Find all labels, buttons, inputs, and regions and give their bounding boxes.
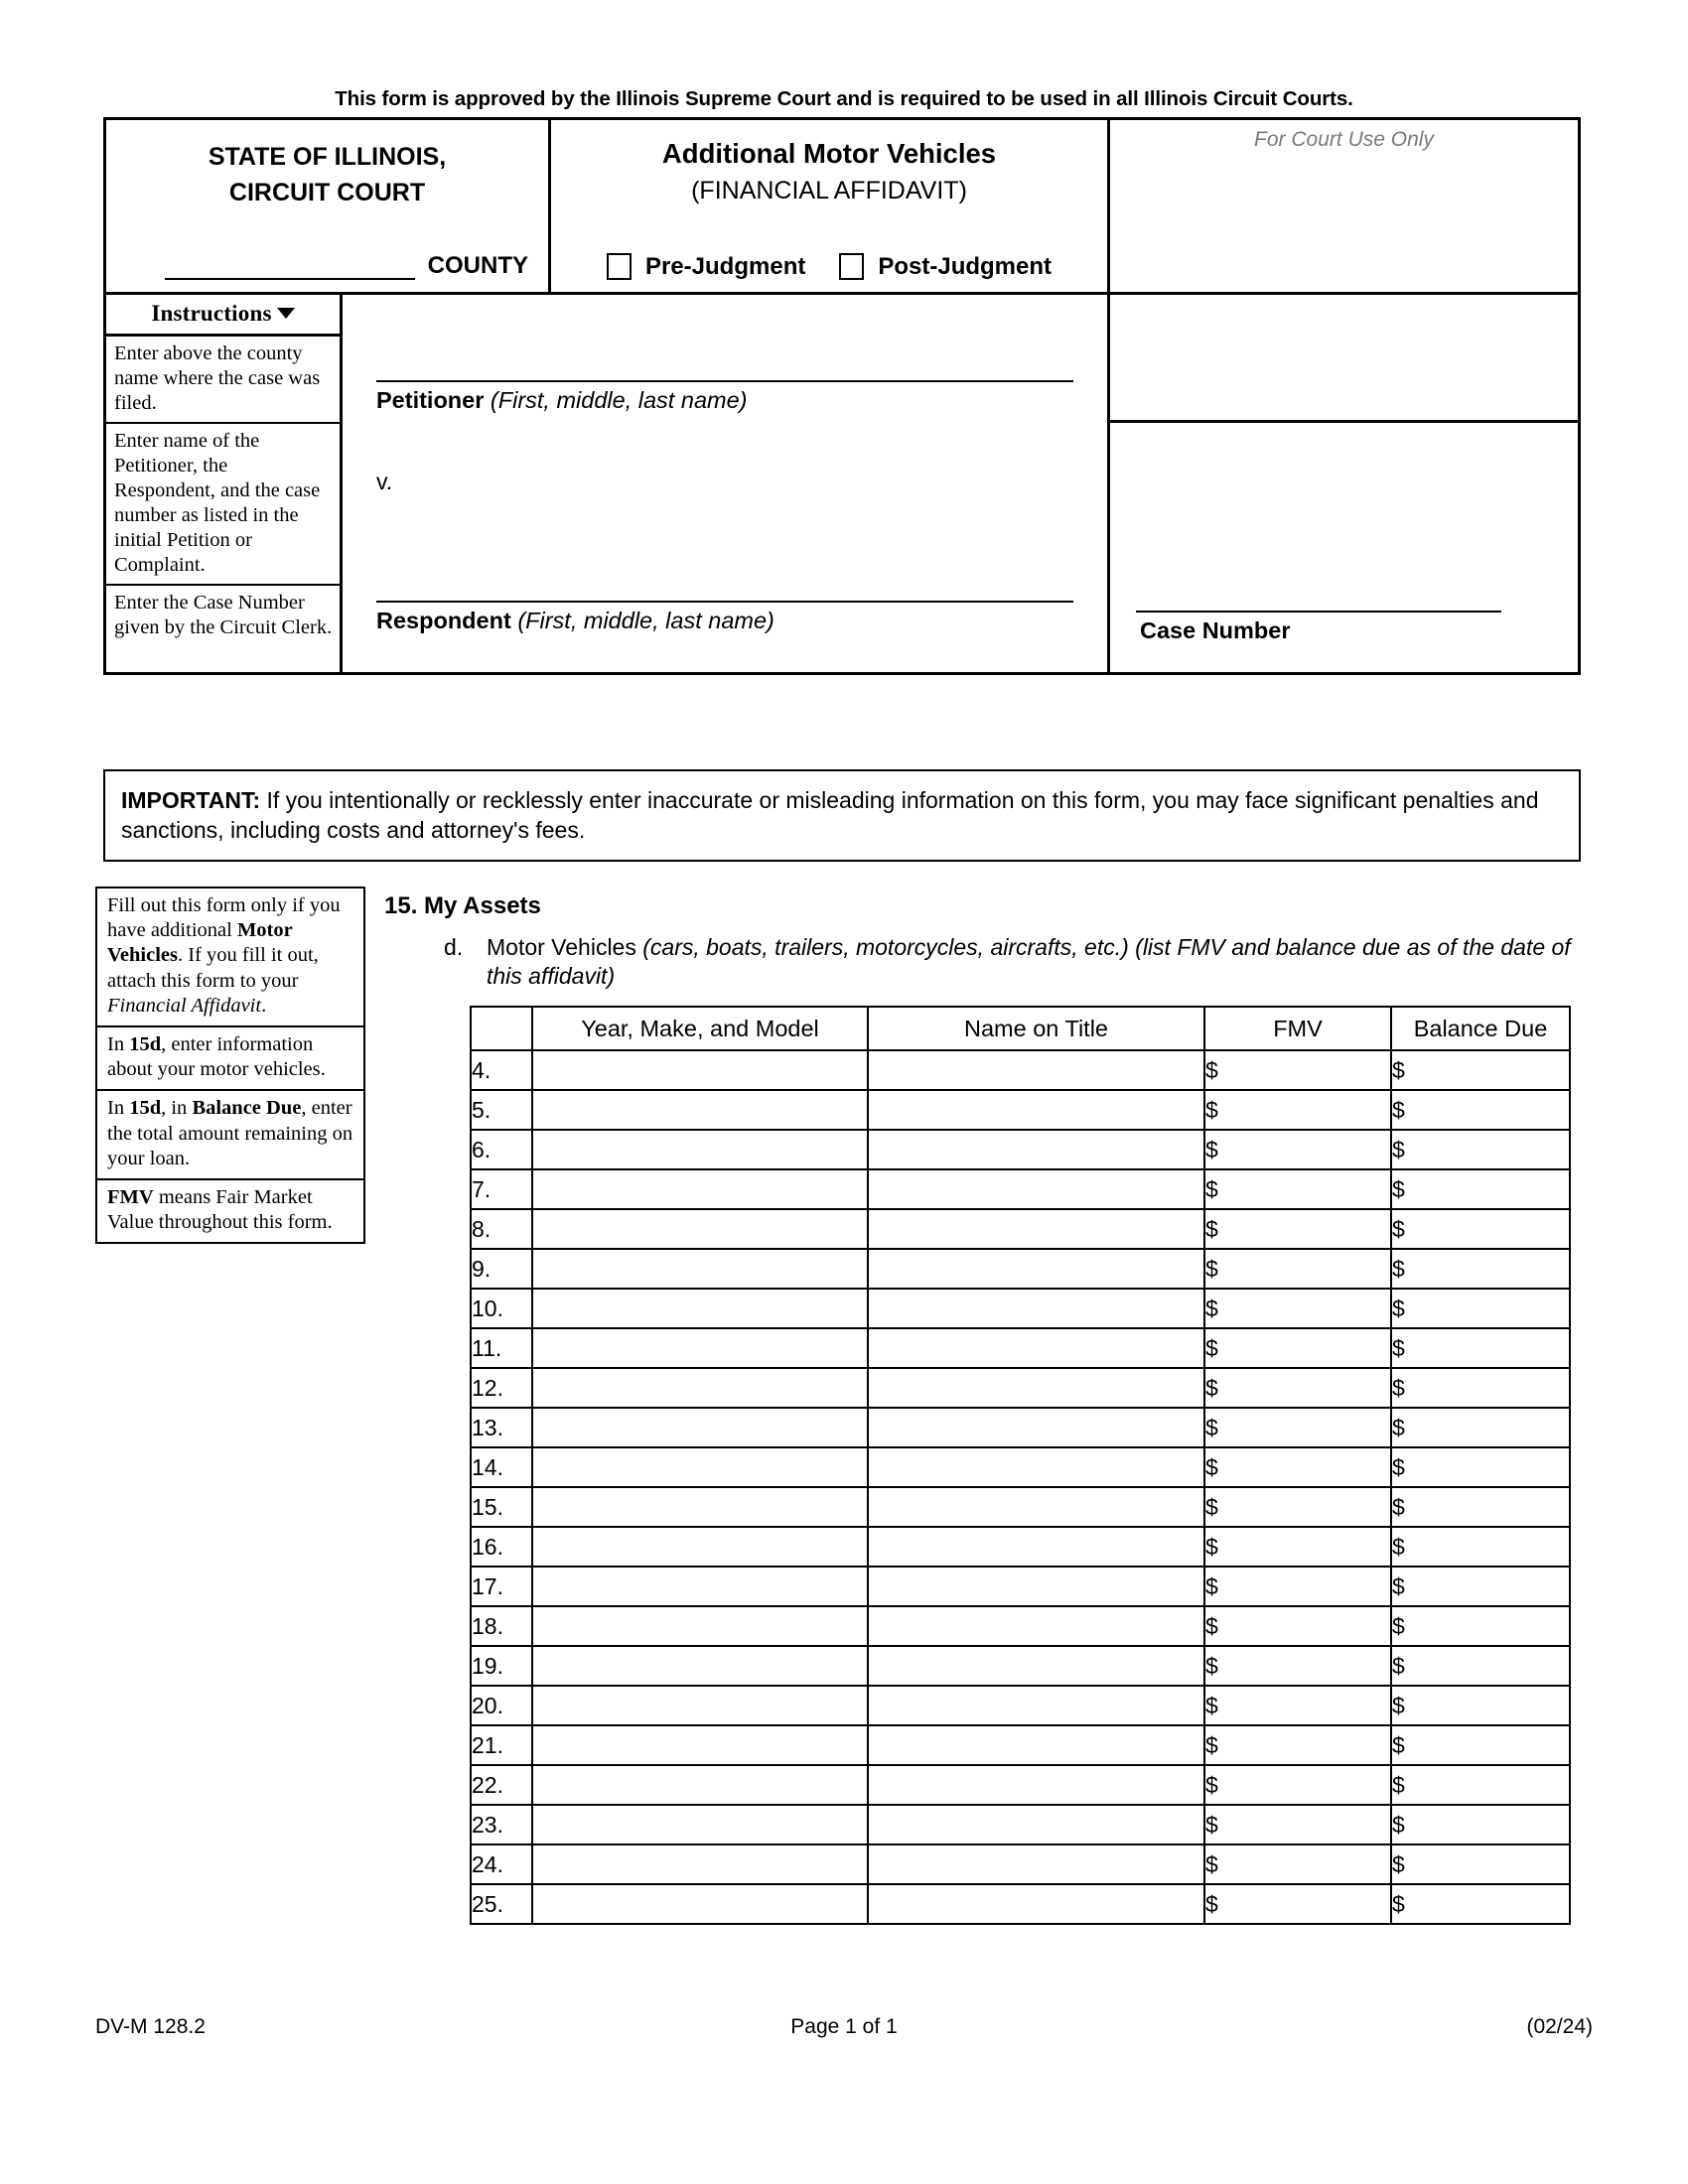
cell-name-on-title[interactable]: [868, 1646, 1204, 1686]
instruction-item-0: Enter above the county name where the case was filed.: [106, 337, 340, 424]
cell-name-on-title[interactable]: [868, 1884, 1204, 1924]
petitioner-label: Petitioner: [376, 387, 485, 413]
table-row: [471, 1130, 1570, 1169]
table-row: [471, 1249, 1570, 1289]
cell-name-on-title[interactable]: [868, 1686, 1204, 1725]
county-row: [106, 254, 548, 280]
respondent-label-group: [376, 607, 774, 634]
table-header-row: [471, 1007, 1570, 1050]
cell-name-on-title[interactable]: [868, 1408, 1204, 1447]
cell-name-on-title[interactable]: [868, 1249, 1204, 1289]
important-text: If you intentionally or recklessly enter inaccurate or misleading information on this form, you may face significant penalties and sanctions, including costs and attorney's fees.: [121, 787, 1539, 844]
row-number: 21.: [471, 1725, 532, 1765]
cell-name-on-title[interactable]: [868, 1169, 1204, 1209]
cell-fmv[interactable]: $: [1204, 1050, 1391, 1090]
cell-fmv[interactable]: $: [1204, 1567, 1391, 1606]
cell-balance-due[interactable]: $: [1391, 1130, 1570, 1169]
cell-fmv[interactable]: $: [1204, 1527, 1391, 1567]
cell-name-on-title[interactable]: [868, 1765, 1204, 1805]
cell-year-make-model[interactable]: [532, 1209, 868, 1249]
tip-item-0: Fill out this form only if you have additional Motor Vehicles. If you fill it out, attach this form to your Financial Affidavit.: [97, 888, 363, 1027]
cell-balance-due[interactable]: $: [1391, 1447, 1570, 1487]
cell-year-make-model[interactable]: [532, 1368, 868, 1408]
row-number: 4.: [471, 1050, 532, 1090]
assets-item-hint2: (list FMV and balance due as of the date of this affidavit): [487, 934, 1571, 990]
cell-name-on-title[interactable]: [868, 1209, 1204, 1249]
instructions-title: Instructions: [151, 301, 272, 326]
pre-judgment-checkbox[interactable]: [607, 253, 632, 280]
circuit-court-label: CIRCUIT COURT: [228, 178, 426, 206]
row-number: 10.: [471, 1289, 532, 1328]
assets-section-number: 15.: [384, 892, 418, 919]
cell-year-make-model[interactable]: [532, 1328, 868, 1368]
cell-balance-due[interactable]: $: [1391, 1805, 1570, 1844]
cell-year-make-model[interactable]: [532, 1686, 868, 1725]
cell-balance-due[interactable]: $: [1391, 1289, 1570, 1328]
row-number: 9.: [471, 1249, 532, 1289]
cell-fmv[interactable]: $: [1204, 1090, 1391, 1130]
cell-year-make-model[interactable]: [532, 1090, 868, 1130]
important-prefix: IMPORTANT:: [121, 787, 261, 813]
table-row: [471, 1328, 1570, 1368]
important-notice-box: [103, 769, 1581, 862]
pre-judgment-label: Pre-Judgment: [644, 252, 806, 280]
judgment-checkbox-row: [551, 253, 1107, 280]
county-input[interactable]: [165, 254, 415, 280]
cell-balance-due[interactable]: $: [1391, 1844, 1570, 1884]
table-row: [471, 1567, 1570, 1606]
row-number: 17.: [471, 1567, 532, 1606]
table-row: [471, 1765, 1570, 1805]
cell-fmv[interactable]: $: [1204, 1725, 1391, 1765]
table-row: [471, 1606, 1570, 1646]
footer-page-info: Page 1 of 1: [790, 2015, 898, 2038]
cell-name-on-title[interactable]: [868, 1050, 1204, 1090]
table-row: [471, 1050, 1570, 1090]
versus-label: v.: [376, 469, 393, 494]
petitioner-input[interactable]: [376, 380, 1073, 382]
table-row: [471, 1646, 1570, 1686]
post-judgment-group[interactable]: [839, 253, 1052, 280]
approval-notice: This form is approved by the Illinois Supreme Court and is required to be used in all Illinois Circuit Courts.: [335, 87, 1353, 110]
case-number-column: [1110, 295, 1578, 672]
state-court-cell: [106, 120, 551, 292]
cell-balance-due[interactable]: $: [1391, 1408, 1570, 1447]
cell-balance-due[interactable]: $: [1391, 1646, 1570, 1686]
tip-item-3: FMV means Fair Market Value throughout this form.: [107, 1186, 333, 1234]
cell-balance-due[interactable]: $: [1391, 1527, 1570, 1567]
assets-item-letter: d.: [444, 934, 464, 960]
respondent-input[interactable]: [376, 601, 1073, 603]
cell-fmv[interactable]: $: [1204, 1844, 1391, 1884]
page-footer: [95, 2015, 1593, 2039]
instructions-column: [106, 295, 343, 672]
assets-section-heading: [384, 892, 541, 920]
cell-fmv[interactable]: $: [1204, 1606, 1391, 1646]
table-row: [471, 1408, 1570, 1447]
cell-fmv[interactable]: $: [1204, 1884, 1391, 1924]
county-label: COUNTY: [427, 252, 528, 279]
tips-column: [95, 887, 365, 1244]
table-row: [471, 1686, 1570, 1725]
row-number: 6.: [471, 1130, 532, 1169]
table-row: [471, 1169, 1570, 1209]
case-number-input[interactable]: [1136, 611, 1501, 613]
row-number: 7.: [471, 1169, 532, 1209]
cell-fmv[interactable]: $: [1204, 1289, 1391, 1328]
table-row: [471, 1447, 1570, 1487]
cell-name-on-title[interactable]: [868, 1805, 1204, 1844]
table-row: [471, 1844, 1570, 1884]
column-header-number: [471, 1007, 532, 1050]
cell-year-make-model[interactable]: [532, 1447, 868, 1487]
cell-year-make-model[interactable]: [532, 1725, 868, 1765]
cell-year-make-model[interactable]: [532, 1567, 868, 1606]
row-number: 20.: [471, 1686, 532, 1725]
court-use-cell: [1110, 120, 1578, 292]
cell-fmv[interactable]: $: [1204, 1408, 1391, 1447]
assets-item-hint1: (cars, boats, trailers, motorcycles, aircrafts, etc.): [642, 934, 1129, 960]
cell-year-make-model[interactable]: [532, 1289, 868, 1328]
state-label: STATE OF ILLINOIS,: [208, 143, 447, 171]
row-number: 12.: [471, 1368, 532, 1408]
cell-year-make-model[interactable]: [532, 1646, 868, 1686]
cell-year-make-model[interactable]: [532, 1527, 868, 1567]
row-number: 22.: [471, 1765, 532, 1805]
column-header-year-make-model: Year, Make, and Model: [532, 1007, 868, 1050]
cell-year-make-model[interactable]: [532, 1130, 868, 1169]
cell-name-on-title[interactable]: [868, 1487, 1204, 1527]
footer-form-code: DV-M 128.2: [95, 2015, 206, 2038]
cell-year-make-model[interactable]: [532, 1765, 868, 1805]
cell-balance-due[interactable]: $: [1391, 1606, 1570, 1646]
row-number: 23.: [471, 1805, 532, 1844]
cell-balance-due[interactable]: $: [1391, 1090, 1570, 1130]
page-title: Additional Motor Vehicles: [661, 138, 997, 169]
petitioner-hint: (First, middle, last name): [490, 387, 748, 413]
row-number: 8.: [471, 1209, 532, 1249]
motor-vehicles-table-body: [471, 1050, 1570, 1924]
table-row: [471, 1487, 1570, 1527]
row-number: 19.: [471, 1646, 532, 1686]
cell-name-on-title[interactable]: [868, 1289, 1204, 1328]
cell-year-make-model[interactable]: [532, 1884, 868, 1924]
form-title-cell: [551, 120, 1110, 292]
cell-fmv[interactable]: $: [1204, 1209, 1391, 1249]
respondent-label: Respondent: [376, 608, 511, 633]
cell-fmv[interactable]: $: [1204, 1130, 1391, 1169]
petitioner-label-group: [376, 386, 747, 414]
instruction-item-1: Enter name of the Petitioner, the Respondent, and the case number as listed in the initial Petition or Complaint.: [106, 424, 340, 586]
cell-balance-due[interactable]: $: [1391, 1725, 1570, 1765]
motor-vehicles-table: [470, 1006, 1571, 1925]
cell-fmv[interactable]: $: [1204, 1765, 1391, 1805]
cell-fmv[interactable]: $: [1204, 1169, 1391, 1209]
cell-name-on-title[interactable]: [868, 1567, 1204, 1606]
cell-fmv[interactable]: $: [1204, 1447, 1391, 1487]
cell-fmv[interactable]: $: [1204, 1805, 1391, 1844]
court-use-only-label: For Court Use Only: [1254, 128, 1434, 151]
row-number: 16.: [471, 1527, 532, 1567]
assets-item-description: [444, 933, 1586, 992]
cell-name-on-title[interactable]: [868, 1606, 1204, 1646]
assets-item-label: Motor Vehicles: [487, 934, 643, 960]
cell-name-on-title[interactable]: [868, 1368, 1204, 1408]
assets-section-title: My Assets: [424, 892, 541, 919]
row-number: 24.: [471, 1844, 532, 1884]
column-header-name-on-title: Name on Title: [868, 1007, 1204, 1050]
column-header-fmv: FMV: [1204, 1007, 1391, 1050]
cell-balance-due[interactable]: $: [1391, 1765, 1570, 1805]
chevron-down-icon: [277, 308, 295, 319]
row-number: 25.: [471, 1884, 532, 1924]
caption-header-block: [103, 117, 1581, 675]
post-judgment-checkbox[interactable]: [839, 253, 864, 280]
cell-name-on-title[interactable]: [868, 1090, 1204, 1130]
cell-fmv[interactable]: $: [1204, 1368, 1391, 1408]
case-column-divider: [1110, 420, 1578, 423]
cell-year-make-model[interactable]: [532, 1249, 868, 1289]
table-row: [471, 1725, 1570, 1765]
cell-balance-due[interactable]: $: [1391, 1567, 1570, 1606]
column-header-balance-due: Balance Due: [1391, 1007, 1570, 1050]
table-row: [471, 1209, 1570, 1249]
post-judgment-label: Post-Judgment: [878, 252, 1053, 280]
instruction-item-2: Enter the Case Number given by the Circuit Clerk.: [114, 592, 333, 638]
table-row: [471, 1368, 1570, 1408]
cell-name-on-title[interactable]: [868, 1527, 1204, 1567]
cell-balance-due[interactable]: $: [1391, 1249, 1570, 1289]
cell-fmv[interactable]: $: [1204, 1686, 1391, 1725]
parties-column: [343, 295, 1110, 672]
cell-year-make-model[interactable]: [532, 1844, 868, 1884]
cell-balance-due[interactable]: $: [1391, 1328, 1570, 1368]
row-number: 18.: [471, 1606, 532, 1646]
footer-revision-date: (02/24): [1526, 2015, 1593, 2038]
cell-balance-due[interactable]: $: [1391, 1487, 1570, 1527]
cell-name-on-title[interactable]: [868, 1328, 1204, 1368]
header-bottom-row: [106, 295, 1578, 672]
respondent-hint: (First, middle, last name): [517, 608, 774, 633]
cell-fmv[interactable]: $: [1204, 1646, 1391, 1686]
cell-balance-due[interactable]: $: [1391, 1050, 1570, 1090]
pre-judgment-group[interactable]: [607, 253, 805, 280]
cell-name-on-title[interactable]: [868, 1130, 1204, 1169]
cell-fmv[interactable]: $: [1204, 1487, 1391, 1527]
tip-item-2: In 15d, in Balance Due, enter the total amount remaining on your loan.: [97, 1091, 363, 1180]
cell-year-make-model[interactable]: [532, 1805, 868, 1844]
cell-year-make-model[interactable]: [532, 1169, 868, 1209]
cell-balance-due[interactable]: $: [1391, 1169, 1570, 1209]
instructions-header[interactable]: [106, 295, 340, 337]
cell-fmv[interactable]: $: [1204, 1249, 1391, 1289]
tip-item-1: In 15d, enter information about your motor vehicles.: [97, 1027, 363, 1091]
cell-balance-due[interactable]: $: [1391, 1368, 1570, 1408]
table-row: [471, 1805, 1570, 1844]
table-row: [471, 1289, 1570, 1328]
row-number: 11.: [471, 1328, 532, 1368]
header-top-row: [106, 120, 1578, 295]
cell-year-make-model[interactable]: [532, 1606, 868, 1646]
table-row: [471, 1527, 1570, 1567]
cell-name-on-title[interactable]: [868, 1725, 1204, 1765]
assets-item-d: [444, 933, 1586, 992]
row-number: 5.: [471, 1090, 532, 1130]
cell-name-on-title[interactable]: [868, 1844, 1204, 1884]
form-subtitle: (FINANCIAL AFFIDAVIT): [691, 176, 967, 205]
table-row: [471, 1884, 1570, 1924]
row-number: 14.: [471, 1447, 532, 1487]
cell-name-on-title[interactable]: [868, 1447, 1204, 1487]
cell-balance-due[interactable]: $: [1391, 1884, 1570, 1924]
cell-fmv[interactable]: $: [1204, 1328, 1391, 1368]
row-number: 13.: [471, 1408, 532, 1447]
cell-year-make-model[interactable]: [532, 1408, 868, 1447]
case-number-label: Case Number: [1140, 617, 1291, 643]
table-row: [471, 1090, 1570, 1130]
row-number: 15.: [471, 1487, 532, 1527]
cell-year-make-model[interactable]: [532, 1487, 868, 1527]
cell-balance-due[interactable]: $: [1391, 1209, 1570, 1249]
cell-balance-due[interactable]: $: [1391, 1686, 1570, 1725]
cell-year-make-model[interactable]: [532, 1050, 868, 1090]
